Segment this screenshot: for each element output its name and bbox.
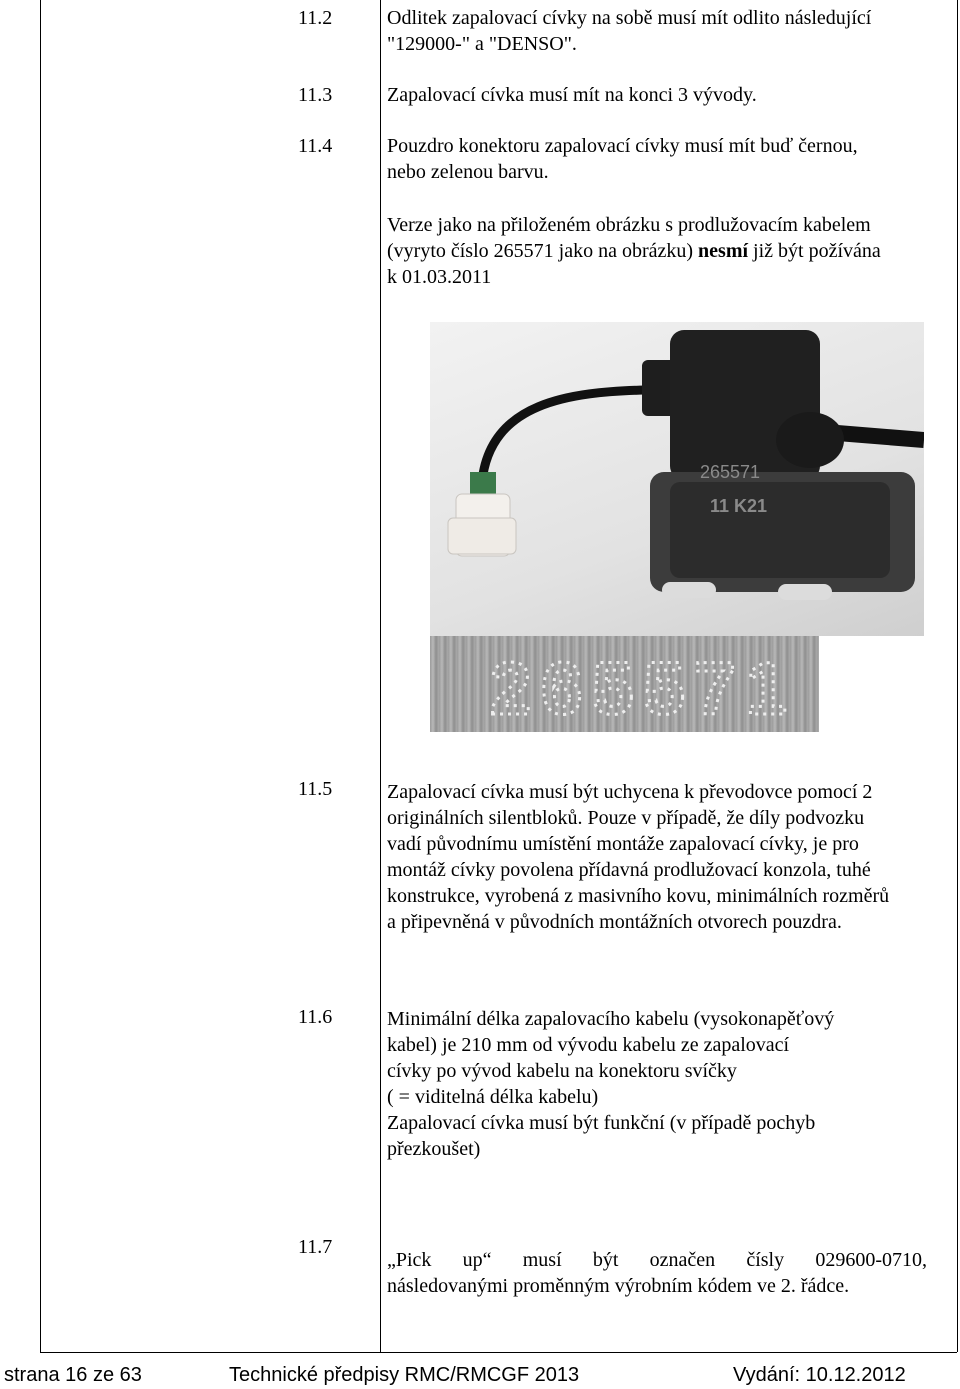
engraved-digits: 265571 (490, 647, 797, 730)
item-text-11-3: Zapalovací cívka musí mít na konci 3 vývody. (387, 84, 757, 106)
item-text-11-4: Pouzdro konektoru zapalovací cívky musí mít buď černou, nebo zelenou barvu. (387, 135, 858, 183)
table-right-border (957, 0, 958, 1352)
coil-marking-serial: 265571 (700, 462, 761, 482)
engraved-number-closeup (430, 636, 819, 732)
version-note: Verze jako na přiloženém obrázku s prodlužovacím kabelem (vyryto číslo 265571 jako na obrázku) nesmí již být požívána k 01.03.2011 (387, 214, 881, 288)
note-emphasis: nesmí (698, 240, 749, 262)
item-text-11-5: Zapalovací cívka musí být uchycena k převodovce pomocí 2 originálních silentbloků. Pouze v případě, že díly podvozku vadí původnímu umístění montáže zapalovací cívky, je pro montáž cívky povolena přídavná prodlužovací konzola, tuhé konstrukce, vyrobená z masivního kovu, minimálních rozměrů a připevněná v původních montážních otvorech pouzdra. (387, 781, 890, 933)
item-number-11-6: 11.6 (298, 1006, 333, 1028)
table-column-divider (380, 0, 381, 1352)
item-number-11-2: 11.2 (298, 7, 333, 29)
ignition-coil-photo (430, 322, 924, 636)
engraving-illustration (430, 636, 819, 732)
item-text-11-6: Minimální délka zapalovacího kabelu (vysokonapěťový kabel) je 210 mm od vývodu kabelu ze zapalovací cívky po vývod kabelu na konektoru svíčky ( = viditelná délka kabelu) Zapalovací cívka musí být funkční (v případě pochyb přezkoušet) (387, 1008, 835, 1160)
item-number-11-3: 11.3 (298, 84, 333, 106)
coil-marking-code: 11 K21 (710, 496, 768, 516)
item-number-11-5: 11.5 (298, 778, 333, 800)
footer-page-number: strana 16 ze 63 (4, 1364, 142, 1386)
ignition-coil-illustration (430, 322, 924, 636)
item-text-11-7: „Pick up“ musí být označen čísly 029600-0710, následovanými proměnným výrobním kódem ve 2. řádce. (387, 1249, 927, 1297)
item-number-11-7: 11.7 (298, 1236, 333, 1258)
table-bottom-border (40, 1352, 957, 1353)
footer-issue-date: Vydání: 10.12.2012 (733, 1364, 906, 1386)
item-number-11-4: 11.4 (298, 135, 333, 157)
table-left-border (40, 0, 41, 1352)
item-text-11-2: Odlitek zapalovací cívky na sobě musí mít odlito následující "129000-" a "DENSO". (387, 7, 872, 55)
footer-document-title: Technické předpisy RMC/RMCGF 2013 (229, 1364, 580, 1386)
